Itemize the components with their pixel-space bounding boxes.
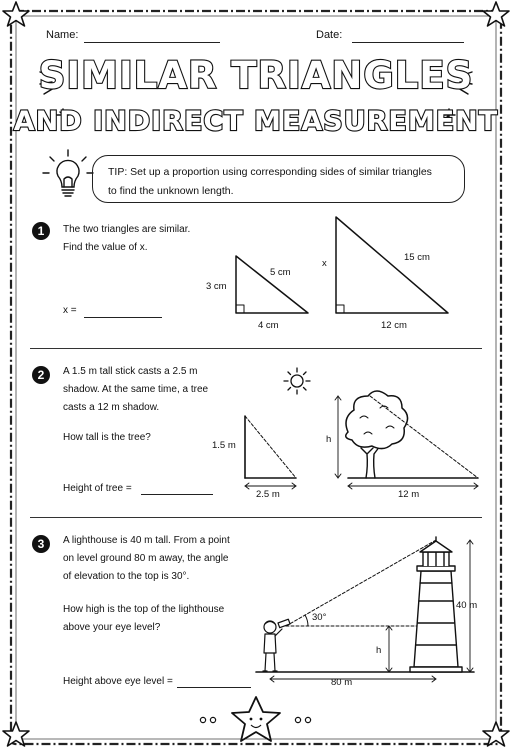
q3-text [63,532,230,586]
small-base-label: 4 cm [258,320,279,331]
divider-1 [30,348,482,349]
q2-answer-field[interactable] [141,494,213,495]
name-field[interactable] [84,42,220,43]
small-hyp-label: 5 cm [270,267,291,278]
smiling-star-icon [232,697,280,741]
q2-text [63,363,208,417]
name-label: Name: [46,29,79,41]
lighthouse-icon [410,537,462,672]
q1-line-1: The two triangles are similar. [63,224,191,235]
tree-height-label: h [326,434,332,445]
q1-answer-label: x = [63,305,77,316]
q3-question [63,601,224,637]
date-field[interactable] [352,42,464,43]
q3-answer-label: Height above eye level = [63,676,173,687]
lightbulb-icon [38,148,98,208]
large-hyp-label: 15 cm [404,252,430,263]
q1-answer-field[interactable] [84,317,162,318]
question-number-1: 1 [32,222,50,240]
q3-line-2: on level ground 80 m away, the angle [63,553,229,564]
question-number-3: 3 [32,535,50,553]
stick-shadow-label: 2.5 m [256,489,280,500]
tree-canopy [346,391,408,449]
height-40m-label: 40 m [456,600,478,611]
divider-2 [30,517,482,518]
unknown-h-label: h [376,645,382,656]
corner-star-icon [483,722,509,746]
q2-line-1: A 1.5 m tall stick casts a 2.5 m [63,366,198,377]
large-left-label: x [322,258,327,269]
title-line-2: AND INDIRECT MEASUREMENT [13,106,499,137]
large-base-label: 12 cm [381,320,407,331]
small-left-label: 3 cm [206,281,227,292]
q2-line-3: casts a 12 m shadow. [63,402,160,413]
q3-line-1: A lighthouse is 40 m tall. From a point [63,535,230,546]
distance-80m-label: 80 m [331,677,353,688]
q3-answer-field[interactable] [177,687,251,688]
q3-line-3: of elevation to the top is 30°. [63,571,190,582]
q3-question-line-1: How high is the top of the lighthouse [63,604,225,615]
tip-text [108,163,432,201]
q1-line-2: Find the value of x. [63,242,148,253]
person-with-telescope-icon [263,619,290,671]
q1-text [63,221,190,257]
q3-question-line-2: above your eye level? [63,622,161,633]
tip-line-2: to find the unknown length. [108,185,234,197]
title-line-1: SIMILAR TRIANGLES [38,54,474,97]
corner-star-icon [3,722,29,746]
q2-answer-label: Height of tree = [63,483,132,494]
tree-shadow-label: 12 m [398,489,420,500]
stick-height-label: 1.5 m [212,440,236,451]
angle-label: 30° [312,612,327,623]
q2-line-2: shadow. At the same time, a tree [63,384,209,395]
date-label: Date: [316,29,343,41]
q2-question: How tall is the tree? [63,432,151,443]
small-triangle [236,256,308,313]
q3-diagram [256,535,486,685]
tip-line-1: TIP: Set up a proportion using corresponding sides of similar triangles [108,166,432,178]
q2-diagram [230,388,490,498]
question-number-2: 2 [32,366,50,384]
